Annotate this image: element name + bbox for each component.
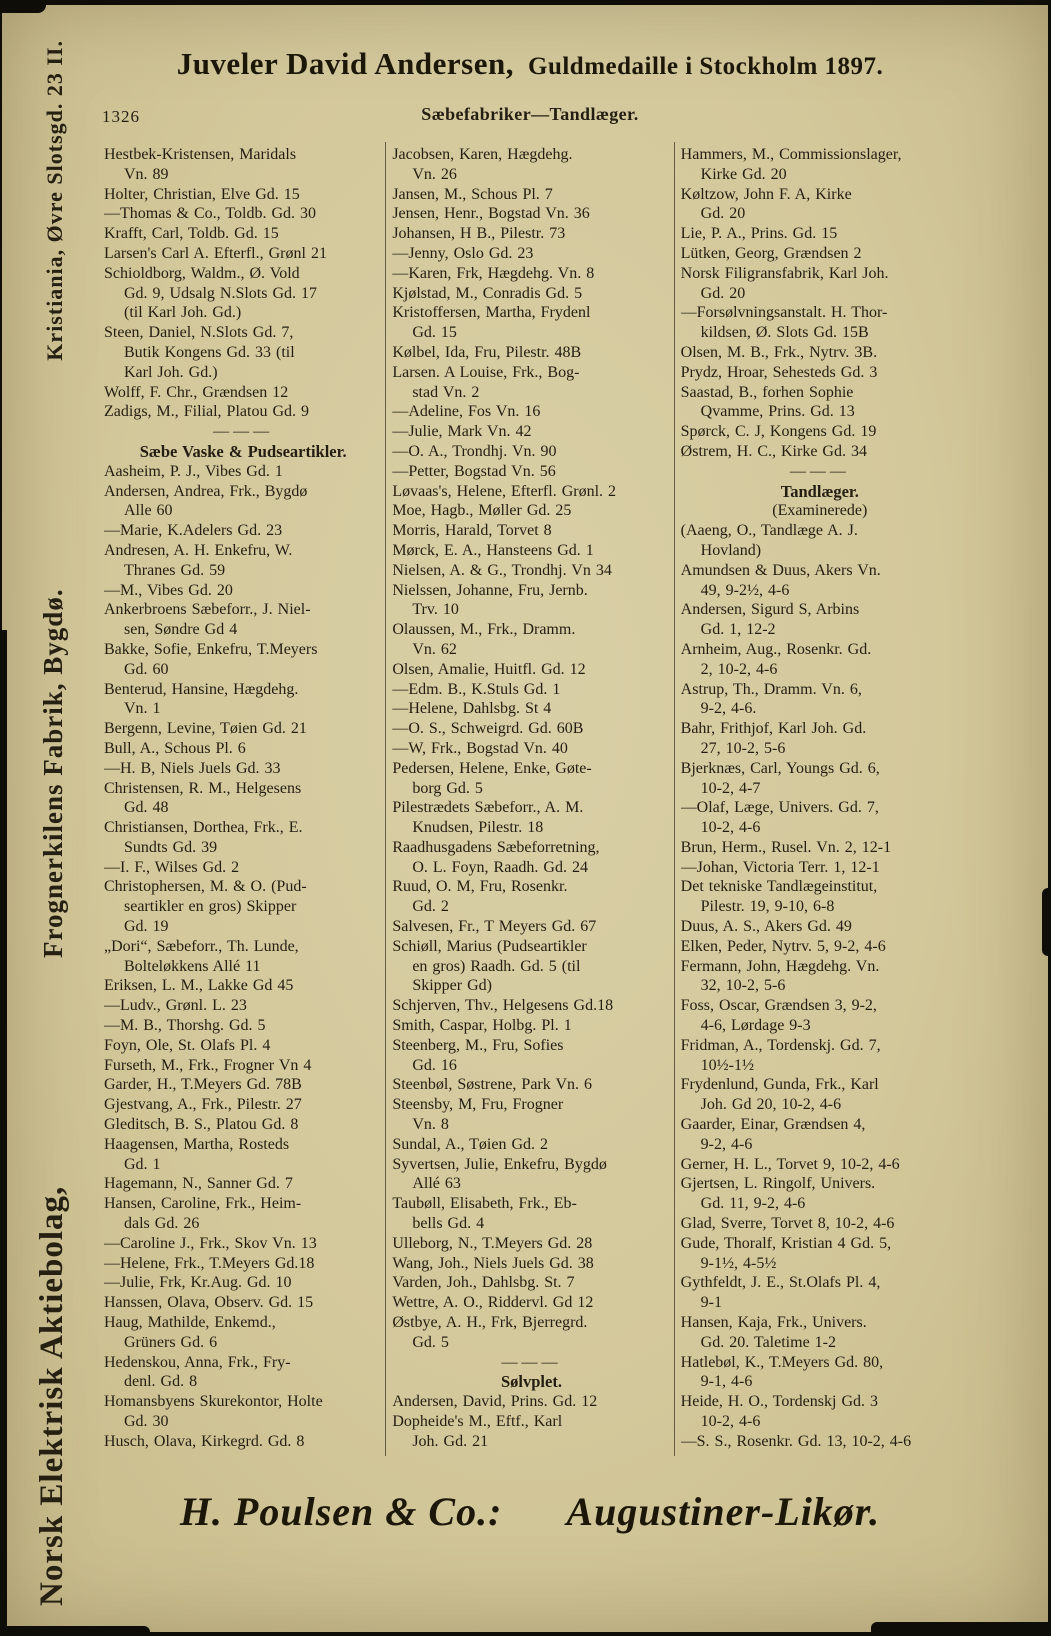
directory-line: 10-2, 4-6	[700, 1413, 761, 1430]
directory-column-1	[98, 142, 385, 1456]
directory-line: 9-2, 4-6.	[700, 700, 757, 718]
directory-line: Ruud, O. M, Fru, Rosenkr.	[392, 878, 568, 896]
directory-line: Kristoffersen, Martha, Frydenl	[392, 304, 591, 322]
directory-line: Nielsen, A. & G., Trondhj. Vn 34	[392, 561, 612, 579]
directory-line: Mørck, E. A., Hansteens Gd. 1	[392, 541, 594, 559]
directory-line: Pilestr. 19, 9-10, 6-8	[700, 898, 835, 916]
directory-line: bells Gd. 4	[412, 1215, 485, 1233]
directory-line: —Ludv., Grønl. L. 23	[104, 997, 247, 1015]
section-title: Sæbefabriker—Tandlæger.	[421, 104, 639, 124]
directory-line: —O. S., Schweigrd. Gd. 60B	[392, 720, 584, 738]
directory-line: Kirke Gd. 20	[700, 165, 787, 183]
directory-line: —I. F., Wilses Gd. 2	[104, 858, 240, 876]
directory-line: —Petter, Bogstad Vn. 56	[392, 462, 556, 480]
directory-line: Steen, Daniel, N.Slots Gd. 7,	[104, 324, 294, 342]
section-divider: ———	[789, 462, 850, 480]
directory-line: Taubøll, Elisabeth, Frk., Eb-	[392, 1195, 577, 1213]
directory-line: Fridman, A., Tordenskj. Gd. 7,	[680, 1036, 881, 1054]
directory-line: Astrup, Th., Dramm. Vn. 6,	[680, 680, 862, 698]
directory-line: —M., Vibes Gd. 20	[104, 581, 233, 599]
directory-line: Syvertsen, Julie, Enkefru, Bygdø	[392, 1155, 607, 1173]
directory-line: Vn. 1	[124, 700, 161, 718]
directory-line: Hatlebøl, K., T.Meyers Gd. 80,	[680, 1353, 884, 1371]
scan-edge-left-strip	[0, 630, 7, 1636]
directory-line: Gd. 20	[700, 284, 746, 302]
directory-line: Steenbøl, Søstrene, Park Vn. 6	[392, 1076, 593, 1094]
directory-line: —Adeline, Fos Vn. 16	[392, 403, 541, 421]
directory-line: Krafft, Carl, Toldb. Gd. 15	[104, 225, 279, 243]
section-divider: ———	[213, 423, 274, 441]
directory-line: Gd. 2	[412, 898, 449, 916]
page-subhead	[98, 104, 962, 130]
directory-line: 4-6, Lørdage 9-3	[700, 1017, 811, 1035]
directory-line: 27, 10-2, 5-6	[700, 739, 786, 757]
directory-line: Johansen, H B., Pilestr. 73	[392, 225, 566, 243]
directory-line: Gd. 16	[412, 1056, 457, 1074]
directory-line: —Olaf, Læge, Univers. Gd. 7,	[680, 799, 879, 817]
directory-line: 10½-1½	[700, 1056, 754, 1074]
directory-line: Gude, Thoralf, Kristian 4 Gd. 5,	[680, 1234, 892, 1252]
directory-line: Østbye, A. H., Frk, Bjerregrd.	[392, 1314, 588, 1332]
directory-line: Foyn, Ole, St. Olafs Pl. 4	[104, 1036, 271, 1054]
directory-line: Larsen. A Louise, Frk., Bog-	[392, 363, 580, 381]
directory-line: Holter, Christian, Elve Gd. 15	[104, 185, 300, 203]
directory-line: Alle 60	[124, 502, 173, 520]
directory-line: 49, 9-2½, 4-6	[700, 581, 790, 599]
directory-line: 9-1	[700, 1294, 722, 1312]
masthead-brand: Juveler David Andersen,	[176, 46, 514, 81]
directory-line: —Caroline J., Frk., Skov Vn. 13	[104, 1234, 317, 1252]
directory-line: 2, 10-2, 4-6	[700, 660, 778, 678]
footer-advert-company: H. Poulsen & Co.:	[179, 1489, 503, 1534]
directory-line: Gd. 20	[700, 205, 746, 223]
masthead-advert	[98, 46, 962, 82]
directory-line: Bergenn, Levine, Tøien Gd. 21	[104, 720, 307, 738]
directory-line: Ulleborg, N., T.Meyers Gd. 28	[392, 1234, 593, 1252]
directory-line: —Helene, Dahlsbg. St 4	[392, 700, 552, 718]
directory-line: —Forsølvningsanstalt. H. Thor-	[680, 304, 888, 322]
directory-line: sen, Søndre Gd 4	[124, 621, 238, 639]
directory-line: Raadhusgadens Sæbeforretning,	[392, 838, 600, 856]
directory-column-2	[385, 142, 673, 1456]
directory-line: —S. S., Rosenkr. Gd. 13, 10-2, 4-6	[680, 1432, 912, 1450]
directory-line: Hovland)	[700, 541, 762, 559]
directory-line: Gd. 1	[124, 1155, 161, 1173]
section-heading: Sæbe Vaske & Pudseartikler.	[139, 441, 347, 461]
directory-line: Gerner, H. L., Torvet 9, 10-2, 4-6	[680, 1155, 900, 1173]
directory-line: Zadigs, M., Filial, Platou Gd. 9	[104, 403, 309, 421]
directory-line: —M. B., Thorshg. Gd. 5	[104, 1017, 266, 1035]
directory-line: Andresen, A. H. Enkefru, W.	[104, 541, 293, 559]
directory-line: Larsen's Carl A. Efterfl., Grønl 21	[104, 244, 327, 262]
directory-line: Wang, Joh., Niels Juels Gd. 38	[392, 1254, 594, 1272]
directory-line: Hansen, Kaja, Frk., Univers.	[680, 1314, 867, 1332]
directory-line: Bolteløkkens Allé 11	[124, 957, 261, 975]
directory-line: Gd. 60	[124, 660, 169, 678]
directory-line: Varden, Joh., Dahlsbg. St. 7	[392, 1274, 575, 1292]
directory-line: stad Vn. 2	[412, 383, 480, 401]
directory-line: Hanssen, Olava, Observ. Gd. 15	[104, 1294, 314, 1312]
directory-line: Dopheide's M., Eftf., Karl	[392, 1413, 563, 1430]
directory-line: Løvaas's, Helene, Efterfl. Grønl. 2	[392, 482, 617, 500]
directory-line: Christophersen, M. & O. (Pud-	[104, 878, 307, 896]
directory-line: Gjestvang, A., Frk., Pilestr. 27	[104, 1096, 302, 1114]
directory-line: Lie, P. A., Prins. Gd. 15	[680, 225, 838, 243]
directory-line: Vn. 26	[412, 165, 457, 183]
directory-line: Ankerbroens Sæbeforr., J. Niel-	[104, 601, 311, 619]
directory-line: en gros) Raadh. Gd. 5 (til	[412, 957, 581, 975]
directory-line: Schioldborg, Waldm., Ø. Vold	[104, 264, 300, 282]
directory-line: Christiansen, Dorthea, Frk., E.	[104, 819, 303, 837]
directory-line: Gjertsen, L. Ringolf, Univers.	[680, 1175, 876, 1193]
scan-edge-left-thin	[0, 0, 2, 640]
directory-line: Gd. 48	[124, 799, 169, 817]
directory-line: Amundsen & Duus, Akers Vn.	[680, 561, 881, 579]
directory-line: —O. A., Trondhj. Vn. 90	[392, 442, 557, 460]
directory-line: Gd. 5	[412, 1333, 449, 1351]
section-heading: Sølvplet.	[501, 1372, 562, 1392]
directory-line: Hestbek-Kristensen, Maridals	[104, 146, 297, 163]
directory-line: 32, 10-2, 5-6	[700, 977, 786, 995]
margin-advert	[34, 40, 94, 1606]
directory-line: Gd. 30	[124, 1413, 169, 1430]
directory-line: Gd. 1, 12-2	[700, 621, 776, 639]
directory-line: Gd. 11, 9-2, 4-6	[700, 1195, 806, 1213]
directory-line: Homansbyens Skurekontor, Holte	[104, 1393, 323, 1411]
directory-line: —Marie, K.Adelers Gd. 23	[104, 522, 283, 540]
directory-line: Olsen, M. B., Frk., Nytrv. 3B.	[680, 343, 878, 361]
directory-line: Jensen, Henr., Bogstad Vn. 36	[392, 205, 590, 223]
directory-line: Moe, Hagb., Møller Gd. 25	[392, 502, 572, 520]
directory-line: Sundal, A., Tøien Gd. 2	[392, 1135, 549, 1153]
directory-line: —W, Frk., Bogstad Vn. 40	[392, 739, 568, 757]
directory-line: 10-2, 4-6	[700, 819, 761, 837]
directory-line: —Edm. B., K.Stuls Gd. 1	[392, 680, 561, 698]
directory-line: Aasheim, P. J., Vibes Gd. 1	[104, 462, 283, 480]
directory-line: Andersen, Andrea, Frk., Bygdø	[104, 482, 308, 500]
directory-line: Spørck, C. J, Kongens Gd. 19	[680, 423, 877, 441]
directory-line: Smith, Caspar, Holbg. Pl. 1	[392, 1017, 572, 1035]
directory-line: Olaussen, M., Frk., Dramm.	[392, 621, 576, 639]
directory-line: Foss, Oscar, Grændsen 3, 9-2,	[680, 997, 877, 1015]
margin-advert-address: Kristiania, Øvre Slotsgd. 23 II.	[42, 40, 67, 361]
directory-line: —Karen, Frk, Hægdehg. Vn. 8	[392, 264, 595, 282]
scan-edge-top-left	[0, 0, 46, 13]
page-content	[98, 0, 962, 1636]
directory-line: Nielssen, Johanne, Fru, Jernb.	[392, 581, 588, 599]
directory-line: Vn. 89	[124, 165, 169, 183]
directory-line: (Examinerede)	[772, 502, 868, 520]
directory-line: Lütken, Georg, Grændsen 2	[680, 244, 862, 262]
directory-line: Brun, Herm., Rusel. Vn. 2, 12-1	[680, 838, 892, 856]
section-heading: Tandlæger.	[780, 481, 859, 501]
directory-line: Morris, Harald, Torvet 8	[392, 522, 552, 540]
directory-line: Thranes Gd. 59	[124, 561, 226, 579]
directory-columns	[98, 142, 962, 1456]
scan-edge-right-blob	[1042, 888, 1051, 956]
directory-line: Olsen, Amalie, Huitfl. Gd. 12	[392, 660, 586, 678]
directory-line: Elken, Peder, Nytrv. 5, 9-2, 4-6	[680, 937, 886, 955]
directory-column-3	[674, 142, 962, 1456]
directory-line: Køltzow, John F. A, Kirke	[680, 185, 852, 203]
directory-line: Gd. 9, Udsalg N.Slots Gd. 17	[124, 284, 318, 302]
directory-line: Joh. Gd. 21	[412, 1432, 489, 1450]
directory-line: dals Gd. 26	[124, 1215, 200, 1233]
directory-line: Kølbel, Ida, Fru, Pilestr. 48B	[392, 343, 582, 361]
directory-line: —Julie, Frk, Kr.Aug. Gd. 10	[104, 1274, 292, 1292]
directory-line: seartikler en gros) Skipper	[124, 898, 297, 916]
directory-line: Salvesen, Fr., T Meyers Gd. 67	[392, 918, 597, 936]
directory-line: —H. B, Niels Juels Gd. 33	[104, 759, 281, 777]
directory-line: Knudsen, Pilestr. 18	[412, 819, 544, 837]
directory-line: Schjerven, Thv., Helgesens Gd.18	[392, 997, 614, 1015]
directory-line: Det tekniske Tandlægeinstitut,	[680, 878, 878, 896]
directory-line: Gd. 20. Taletime 1-2	[700, 1333, 836, 1351]
directory-line: Gaarder, Einar, Grændsen 4,	[680, 1116, 866, 1134]
directory-line: Christensen, R. M., Helgesens	[104, 779, 302, 797]
page-number: 1326	[102, 107, 140, 126]
directory-line: Prydz, Hroar, Sehesteds Gd. 3	[680, 363, 878, 381]
directory-line: Trv. 10	[412, 601, 459, 619]
directory-line: Bakke, Sofie, Enkefru, T.Meyers	[104, 640, 318, 658]
directory-line: Haagensen, Martha, Rosteds	[104, 1135, 290, 1153]
masthead-subtitle: Guldmedaille i Stockholm 1897.	[528, 53, 884, 80]
directory-line: Wettre, A. O., Riddervl. Gd 12	[392, 1294, 594, 1312]
directory-line: Steenberg, M., Fru, Sofies	[392, 1036, 564, 1054]
directory-line: Kjølstad, M., Conradis Gd. 5	[392, 284, 583, 302]
directory-line: Husch, Olava, Kirkegrd. Gd. 8	[104, 1432, 305, 1450]
directory-line: —Julie, Mark Vn. 42	[392, 423, 532, 441]
directory-line: Vn. 62	[412, 640, 457, 658]
directory-line: Hammers, M., Commissionslager,	[680, 146, 902, 163]
margin-advert-factory: Frognerkilens Fabrik, Bygdø.	[38, 588, 68, 958]
directory-line: (til Karl Joh. Gd.)	[124, 304, 242, 322]
directory-line: Benterud, Hansine, Hægdehg.	[104, 680, 299, 698]
directory-line: Karl Joh. Gd.)	[124, 363, 218, 381]
directory-line: 9-2, 4-6	[700, 1135, 753, 1153]
directory-line: Haug, Mathilde, Enkemd.,	[104, 1314, 276, 1332]
directory-line: Gd. 15	[412, 324, 457, 342]
directory-line: Østrem, H. C., Kirke Gd. 34	[680, 442, 867, 460]
directory-line: Steensby, M, Fru, Frogner	[392, 1096, 564, 1114]
directory-line: „Dori“, Sæbeforr., Th. Lunde,	[104, 937, 299, 955]
directory-line: Pilestrædets Sæbeforr., A. M.	[392, 799, 584, 817]
directory-line: Gleditsch, B. S., Platou Gd. 8	[104, 1116, 299, 1134]
directory-line: Pedersen, Helene, Enke, Gøte-	[392, 759, 592, 777]
directory-line: Bull, A., Schous Pl. 6	[104, 739, 246, 757]
directory-line: Grüners Gd. 6	[124, 1333, 218, 1351]
directory-line: Glad, Sverre, Torvet 8, 10-2, 4-6	[680, 1215, 895, 1233]
directory-line: —Jenny, Oslo Gd. 23	[392, 244, 534, 262]
directory-line: Frydenlund, Gunda, Frk., Karl	[680, 1076, 879, 1094]
directory-line: Garder, H., T.Meyers Gd. 78B	[104, 1076, 302, 1094]
directory-line: Gd. 19	[124, 918, 169, 936]
directory-line: —Thomas & Co., Toldb. Gd. 30	[104, 205, 317, 223]
directory-line: —Helene, Frk., T.Meyers Gd.18	[104, 1254, 315, 1272]
directory-line: Jacobsen, Karen, Hægdehg.	[392, 146, 573, 163]
directory-line: Gythfeldt, J. E., St.Olafs Pl. 4,	[680, 1274, 881, 1292]
directory-line: Arnheim, Aug., Rosenkr. Gd.	[680, 640, 872, 658]
section-divider: ———	[501, 1353, 562, 1371]
directory-line: Bjerknæs, Carl, Youngs Gd. 6,	[680, 759, 880, 777]
directory-line: Sundts Gd. 39	[124, 838, 218, 856]
directory-line: Skipper Gd)	[412, 977, 492, 995]
directory-line: O. L. Foyn, Raadh. Gd. 24	[412, 858, 588, 876]
directory-line: denl. Gd. 8	[124, 1373, 198, 1391]
directory-line: kildsen, Ø. Slots Gd. 15B	[700, 324, 869, 342]
directory-line: 10-2, 4-7	[700, 779, 761, 797]
directory-line: Vn. 8	[412, 1116, 449, 1134]
directory-line: Eriksen, L. M., Lakke Gd 45	[104, 977, 294, 995]
directory-line: Qvamme, Prins. Gd. 13	[700, 403, 855, 421]
directory-line: Duus, A. S., Akers Gd. 49	[680, 918, 852, 936]
directory-line: Heide, H. O., Tordenskj Gd. 3	[680, 1393, 878, 1411]
directory-line: Hansen, Caroline, Frk., Heim-	[104, 1195, 302, 1213]
directory-line: —Johan, Victoria Terr. 1, 12-1	[680, 858, 880, 876]
directory-line: Allé 63	[412, 1175, 461, 1193]
directory-line: 9-1, 4-6	[700, 1373, 753, 1391]
directory-line: Wolff, F. Chr., Grændsen 12	[104, 383, 289, 401]
directory-line: Andersen, Sigurd S, Arbins	[680, 601, 860, 619]
margin-advert-company: Norsk Elektrisk Aktiebolag,	[34, 1185, 70, 1606]
directory-line: 9-1½, 4-5½	[700, 1254, 777, 1272]
directory-line: Saastad, B., forhen Sophie	[680, 383, 854, 401]
directory-line: Butik Kongens Gd. 33 (til	[124, 343, 295, 361]
directory-line: Joh. Gd 20, 10-2, 4-6	[700, 1096, 842, 1114]
directory-line: Fermann, John, Hægdehg. Vn.	[680, 957, 880, 975]
directory-line: Bahr, Frithjof, Karl Joh. Gd.	[680, 720, 867, 738]
directory-line: Hagemann, N., Sanner Gd. 7	[104, 1175, 293, 1193]
directory-line: Jansen, M., Schous Pl. 7	[392, 185, 553, 203]
directory-line: Norsk Filigransfabrik, Karl Joh.	[680, 264, 889, 282]
directory-line: Hedenskou, Anna, Frk., Fry-	[104, 1353, 291, 1371]
directory-line: Schiøll, Marius (Pudseartikler	[392, 937, 587, 955]
directory-line: (Aaeng, O., Tandlæge A. J.	[680, 522, 858, 540]
footer-advert-product: Augustiner-Likør.	[566, 1489, 881, 1534]
directory-line: borg Gd. 5	[412, 779, 483, 797]
directory-line: Andersen, David, Prins. Gd. 12	[392, 1393, 598, 1411]
directory-line: Furseth, M., Frk., Frogner Vn 4	[104, 1056, 312, 1074]
footer-advert	[98, 1488, 962, 1535]
